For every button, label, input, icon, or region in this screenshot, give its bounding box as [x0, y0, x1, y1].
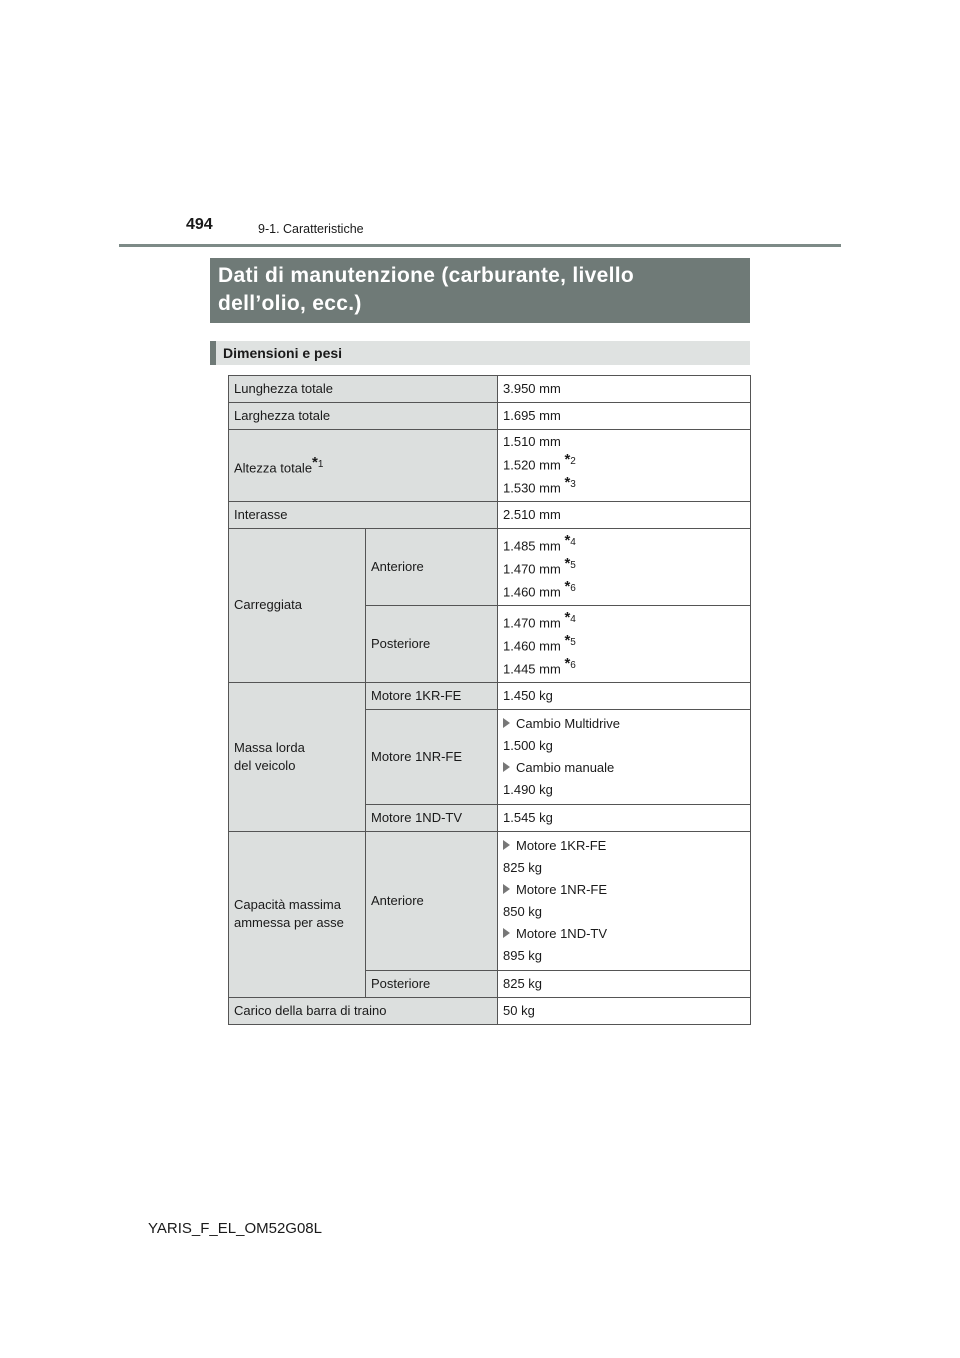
- row-value: 2.510 mm: [498, 501, 751, 528]
- value-line: 1.530 mm $^{*3}$: [503, 474, 576, 496]
- footnote-mark: *6: [564, 578, 576, 596]
- value-line: 1.470 mm $^{*5}$: [503, 554, 576, 577]
- bullet-value: 1.500 kg: [503, 737, 553, 753]
- triangle-bullet-icon: [503, 884, 510, 894]
- value-line: 1.445 mm $^{*6}$: [503, 655, 576, 677]
- bullet-value: 850 kg: [503, 903, 543, 919]
- row-value: [498, 709, 751, 804]
- row-group-label: Massa lorda del veicolo: [229, 682, 366, 831]
- table-row: [229, 831, 751, 970]
- row-label: Posteriore: [366, 970, 498, 997]
- row-label: [229, 430, 498, 502]
- row-value: 1.450 kg: [498, 682, 751, 709]
- footnote-mark: *4: [564, 531, 576, 549]
- row-label: Motore 1ND-TV: [366, 804, 498, 831]
- row-label: Anteriore: [366, 831, 498, 970]
- title-line-1: Dati di manutenzione (carburante, livello: [218, 264, 635, 287]
- table-row: [229, 501, 751, 528]
- value-line: 1.460 mm $^{*6}$: [503, 578, 576, 600]
- row-value: 1.695 mm: [498, 403, 751, 430]
- document-code: YARIS_F_EL_OM52G08L: [148, 1220, 322, 1237]
- row-label: Anteriore: [366, 528, 498, 605]
- row-label: Larghezza totale: [229, 403, 498, 430]
- footnote-mark: *2: [564, 451, 576, 468]
- footnote-mark: *5: [564, 554, 576, 572]
- row-value: [498, 528, 751, 605]
- row-value: [498, 831, 751, 970]
- page-number: 494: [186, 216, 213, 233]
- value-line: 1.520 mm $^{*2}$: [503, 451, 576, 473]
- footnote-mark: *5: [564, 631, 576, 649]
- table-row: [229, 430, 751, 502]
- row-label: Posteriore: [366, 605, 498, 682]
- bullet-heading: Cambio manuale: [503, 757, 745, 779]
- row-label: Motore 1KR-FE: [366, 682, 498, 709]
- header-divider: [119, 244, 841, 247]
- table-row: [229, 997, 751, 1024]
- triangle-bullet-icon: [503, 928, 510, 938]
- bullet-heading: Motore 1KR-FE: [503, 835, 745, 857]
- bullet-value: 895 kg: [503, 947, 543, 963]
- row-value: [498, 430, 751, 502]
- table-row: [229, 376, 751, 403]
- value-line: 1.485 mm $^{*4}$: [503, 531, 576, 553]
- value-line: 1.510 mm: [503, 434, 561, 449]
- bullet-heading: Motore 1NR-FE: [503, 879, 745, 901]
- row-label: Lunghezza totale: [229, 376, 498, 403]
- bullet-heading: Cambio Multidrive: [503, 713, 745, 735]
- value-line: 1.460 mm $^{*5}$: [503, 631, 576, 654]
- triangle-bullet-icon: [503, 840, 510, 850]
- table-row: [229, 682, 751, 709]
- row-value: 3.950 mm: [498, 376, 751, 403]
- section-subheading: Dimensioni e pesi: [210, 341, 750, 365]
- dimensions-weights-table: [228, 375, 751, 1025]
- table-row: [229, 528, 751, 605]
- triangle-bullet-icon: [503, 718, 510, 728]
- table-row: [229, 403, 751, 430]
- row-label: Carico della barra di traino: [229, 997, 498, 1024]
- label-text: Altezza totale: [234, 459, 313, 475]
- row-label: Interasse: [229, 501, 498, 528]
- bullet-value: 1.490 kg: [503, 781, 553, 797]
- footnote-mark: *1: [312, 453, 324, 471]
- section-label: 9-1. Caratteristiche: [258, 222, 364, 236]
- footnote-mark: *6: [564, 655, 576, 673]
- row-value: 825 kg: [498, 970, 751, 997]
- row-group-label: Capacità massima ammessa per asse: [229, 831, 366, 997]
- row-value: [498, 605, 751, 682]
- bullet-heading: Motore 1ND-TV: [503, 923, 745, 945]
- row-group-label: Carreggiata: [229, 528, 366, 682]
- triangle-bullet-icon: [503, 762, 510, 772]
- row-label: Motore 1NR-FE: [366, 709, 498, 804]
- footnote-mark: *4: [564, 608, 576, 626]
- row-value: 1.545 kg: [498, 804, 751, 831]
- page-title: [210, 258, 750, 323]
- footnote-mark: *3: [564, 474, 576, 492]
- row-value: 50 kg: [498, 997, 751, 1024]
- bullet-value: 825 kg: [503, 859, 543, 875]
- value-line: 1.470 mm $^{*4}$: [503, 608, 576, 630]
- title-line-2: dell’olio, ecc.): [218, 292, 362, 315]
